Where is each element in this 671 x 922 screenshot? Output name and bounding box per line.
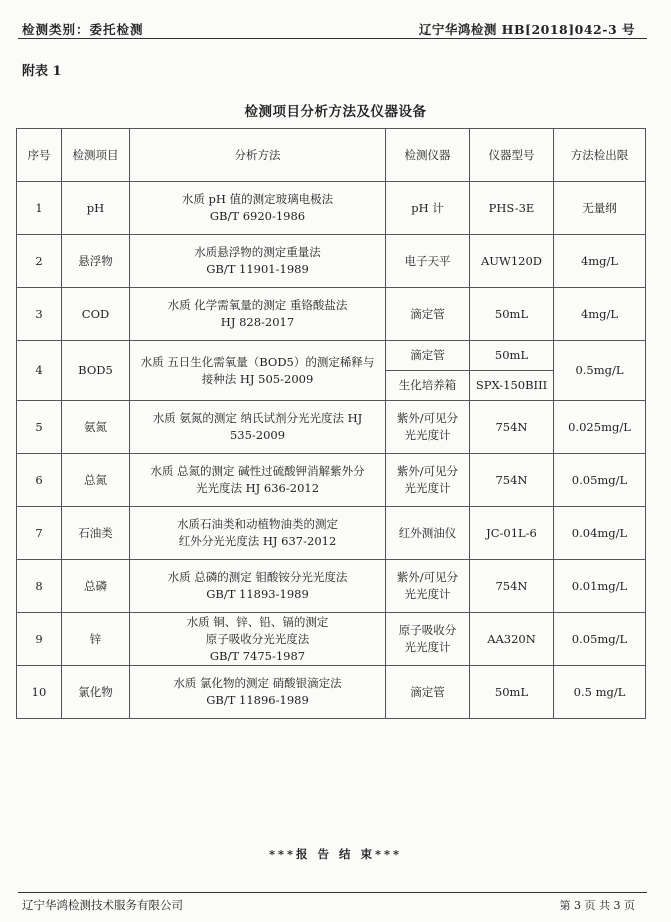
row-model: JC-01L-6 xyxy=(470,507,554,560)
method-line: GB/T 11896-1989 xyxy=(206,693,309,707)
instrument-line: 光光度计 xyxy=(404,640,451,654)
table-row xyxy=(17,401,646,454)
row-limit: 0.01mg/L xyxy=(554,560,646,613)
method-line: 水质 氯化物的测定 硝酸银滴定法 xyxy=(173,676,342,690)
row-no: 3 xyxy=(17,288,62,341)
instrument-line: 光光度计 xyxy=(404,587,451,601)
row-item: 氯化物 xyxy=(62,666,130,719)
report-end-mark: ***报 告 结 束*** xyxy=(268,847,403,861)
row-instrument: 电子天平 xyxy=(386,235,470,288)
col-header-method: 分析方法 xyxy=(130,129,386,182)
table-row xyxy=(17,560,646,613)
row-limit: 4mg/L xyxy=(554,288,646,341)
table-row xyxy=(17,341,646,371)
row-no: 10 xyxy=(17,666,62,719)
row-instrument-secondary: 生化培养箱 xyxy=(386,371,470,401)
row-limit: 0.05mg/L xyxy=(554,613,646,666)
row-item: 锌 xyxy=(62,613,130,666)
table-row xyxy=(17,235,646,288)
row-method xyxy=(130,235,386,288)
page-number: 第 3 页 共 3 页 xyxy=(559,899,635,912)
row-method xyxy=(130,341,386,401)
row-model: 754N xyxy=(470,454,554,507)
row-item: 氨氮 xyxy=(62,401,130,454)
row-limit: 0.025mg/L xyxy=(554,401,646,454)
row-instrument xyxy=(386,613,470,666)
table-row xyxy=(17,666,646,719)
row-method xyxy=(130,454,386,507)
col-header-no: 序号 xyxy=(17,129,62,182)
row-model: 50mL xyxy=(470,288,554,341)
col-header-instrument: 检测仪器 xyxy=(386,129,470,182)
method-line: 水质悬浮物的测定重量法 xyxy=(194,245,321,259)
row-item: pH xyxy=(62,182,130,235)
methods-table xyxy=(16,128,646,719)
row-item: BOD5 xyxy=(62,341,130,401)
row-model: 754N xyxy=(470,560,554,613)
row-model-secondary: SPX-150BIII xyxy=(470,371,554,401)
method-line: HJ 828-2017 xyxy=(220,315,295,329)
method-line: 光光度法 HJ 636-2012 xyxy=(195,481,320,495)
method-line: 水质石油类和动植物油类的测定 xyxy=(177,517,338,531)
table-row xyxy=(17,454,646,507)
row-no: 5 xyxy=(17,401,62,454)
method-line: GB/T 11901-1989 xyxy=(206,262,309,276)
col-header-item: 检测项目 xyxy=(62,129,130,182)
row-method xyxy=(130,182,386,235)
test-category: 检测类别：委托检测 xyxy=(22,22,144,37)
row-instrument xyxy=(386,454,470,507)
method-line: 水质 五日生化需氧量（BOD5）的测定稀释与 xyxy=(140,354,375,369)
row-no: 8 xyxy=(17,560,62,613)
report-number: 辽宁华鸿检测 HB[2018]042-3 号 xyxy=(418,22,635,37)
method-line: 水质 化学需氧量的测定 重铬酸盐法 xyxy=(167,298,348,312)
row-item: COD xyxy=(62,288,130,341)
row-method xyxy=(130,401,386,454)
row-no: 9 xyxy=(17,613,62,666)
row-instrument xyxy=(386,401,470,454)
row-method xyxy=(130,613,386,666)
table-row xyxy=(17,507,646,560)
method-line: 接种法 HJ 505-2009 xyxy=(201,371,314,386)
row-instrument: pH 计 xyxy=(386,182,470,235)
method-line: 水质 总磷的测定 钼酸铵分光光度法 xyxy=(167,570,348,584)
method-line: GB/T 6920-1986 xyxy=(209,209,306,223)
instrument-line: 紫外/可见分 xyxy=(396,570,459,584)
method-line: 红外分光光度法 HJ 637-2012 xyxy=(178,534,337,548)
row-item: 石油类 xyxy=(62,507,130,560)
row-limit: 0.05mg/L xyxy=(554,454,646,507)
row-method xyxy=(130,560,386,613)
table-header-row xyxy=(17,129,646,182)
method-line: 原子吸收分光光度法 xyxy=(205,631,310,646)
row-instrument xyxy=(386,560,470,613)
row-item: 总氮 xyxy=(62,454,130,507)
header-divider xyxy=(18,38,647,39)
col-header-limit: 方法检出限 xyxy=(554,129,646,182)
footer-divider xyxy=(18,892,647,893)
row-model: 50mL xyxy=(470,341,554,371)
row-item: 总磷 xyxy=(62,560,130,613)
row-limit: 0.5 mg/L xyxy=(554,666,646,719)
row-no: 1 xyxy=(17,182,62,235)
row-no: 7 xyxy=(17,507,62,560)
table-row xyxy=(17,613,646,666)
row-instrument: 滴定管 xyxy=(386,341,470,371)
row-no: 6 xyxy=(17,454,62,507)
method-line: GB/T 7475-1987 xyxy=(209,648,306,663)
instrument-line: 紫外/可见分 xyxy=(396,411,459,425)
method-line: GB/T 11893-1989 xyxy=(206,587,309,601)
row-limit: 0.5mg/L xyxy=(554,341,646,401)
row-no: 4 xyxy=(17,341,62,401)
method-line: 水质 pH 值的测定玻璃电极法 xyxy=(181,192,334,206)
row-instrument: 红外测油仪 xyxy=(386,507,470,560)
row-instrument: 滴定管 xyxy=(386,288,470,341)
method-line: 水质 总氮的测定 碱性过硫酸钾消解紫外分 xyxy=(150,464,365,478)
instrument-line: 光光度计 xyxy=(404,481,451,495)
table-row xyxy=(17,288,646,341)
row-method xyxy=(130,507,386,560)
table-title: 检测项目分析方法及仪器设备 xyxy=(244,104,427,120)
instrument-line: 光光度计 xyxy=(404,428,451,442)
row-limit: 无量纲 xyxy=(554,182,646,235)
row-method xyxy=(130,666,386,719)
method-line: 水质 铜、锌、铅、镉的测定 xyxy=(186,614,329,629)
row-model: PHS-3E xyxy=(470,182,554,235)
instrument-line: 紫外/可见分 xyxy=(396,464,459,478)
row-limit: 4mg/L xyxy=(554,235,646,288)
row-model: 754N xyxy=(470,401,554,454)
row-item: 悬浮物 xyxy=(62,235,130,288)
instrument-line: 原子吸收分 xyxy=(398,623,457,637)
annex-label: 附表 1 xyxy=(22,64,62,79)
row-model: 50mL xyxy=(470,666,554,719)
col-header-model: 仪器型号 xyxy=(470,129,554,182)
row-model: AUW120D xyxy=(470,235,554,288)
row-method xyxy=(130,288,386,341)
table-row xyxy=(17,182,646,235)
company-name: 辽宁华鸿检测技术服务有限公司 xyxy=(22,898,183,912)
row-instrument: 滴定管 xyxy=(386,666,470,719)
method-line: 水质 氨氮的测定 纳氏试剂分光光度法 HJ xyxy=(152,411,363,425)
method-line: 535-2009 xyxy=(229,428,286,442)
row-limit: 0.04mg/L xyxy=(554,507,646,560)
row-model: AA320N xyxy=(470,613,554,666)
row-no: 2 xyxy=(17,235,62,288)
